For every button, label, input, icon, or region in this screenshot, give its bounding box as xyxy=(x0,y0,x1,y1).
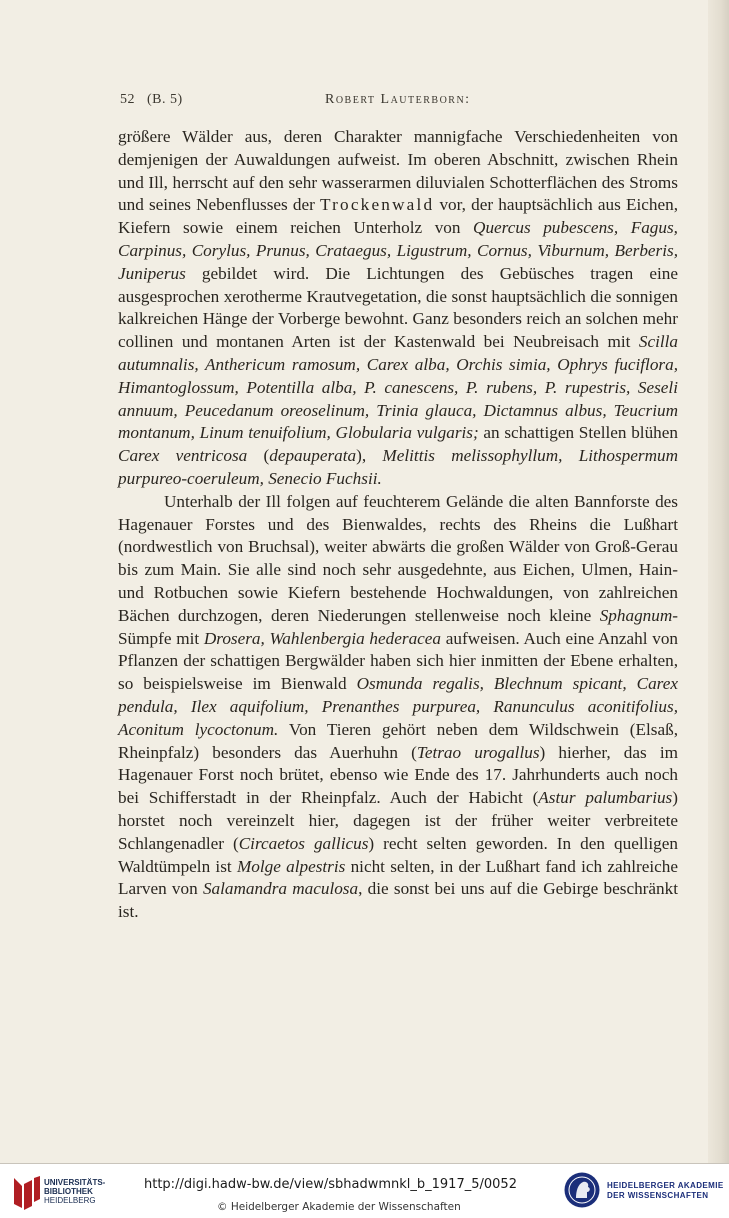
taxon-name: Astur palumbarius xyxy=(538,788,673,808)
university-library-logo-icon[interactable] xyxy=(8,1174,44,1212)
taxon-name: Salamandra maculosa xyxy=(202,879,359,899)
paragraph-1 xyxy=(118,126,678,491)
section-ref: (B. 5) xyxy=(147,92,183,107)
permalink-url[interactable]: http://digi.hadw-bw.de/view/sbhadwmnkl_b_1917_5/0052 xyxy=(144,1177,517,1192)
text-run: ) recht selten geworden. In den quelligen Waldtümpeln ist xyxy=(118,833,678,876)
page-number-value: 52 xyxy=(120,92,135,107)
text-run: -Sümpfe mit xyxy=(118,605,678,648)
text-run: Unterhalb der Ill folgen auf feuchterem Gelände die alten Bannforste des Hagenauer Forstes und des Bienwaldes, rechts des Rheins die Lußhart (nordwestlich von Bruchsal), weiter abwärts die großen Wälder von Groß-Gerau bis zum Main. Sie alle sind noch sehr ausgedehnte, aus Eichen, Ulmen, Hain- und Rotbuchen sowie Kiefern bestehende Hochwaldungen, von zahlreichen Bächen durchzogen, deren Niederungen stellenweise noch kleine xyxy=(118,491,678,625)
text-run: gebildet wird. Die Lichtungen des Gebüsches tragen eine ausgesprochen xerotherme Krautvegetation, die sonst hauptsächlich die sonnigen kalkreichen Hänge der Vorberge bewohnt. Ganz besonders reich an solchen mehr collinen und montanen Arten ist der Kastenwald bei Neubreisach mit xyxy=(118,263,678,352)
copyright-notice: © Heidelberger Akademie der Wissenschaften xyxy=(217,1201,461,1213)
text-run: vor, der hauptsächlich aus Eichen, Kiefern sowie einem reichen Unterholz von xyxy=(118,195,678,238)
taxon-name: Drosera, Wahlenbergia hederacea xyxy=(203,628,442,648)
taxon-name: Carex ventricosa xyxy=(118,446,248,466)
text-run: ( xyxy=(247,446,270,466)
page-edge xyxy=(708,0,729,1163)
library-line-1: UNIVERSITÄTS- xyxy=(44,1178,106,1187)
academy-line-1: HEIDELBERGER AKADEMIE xyxy=(607,1181,724,1190)
author-name: Robert Lauterborn: xyxy=(325,92,471,107)
academy-name[interactable] xyxy=(607,1181,724,1201)
taxon-name: Molge alpestris xyxy=(236,856,346,876)
text-run: Von Tieren gehört neben dem Wildschwein (Elsaß, Rheinpfalz) besonders das Auerhuhn ( xyxy=(118,719,678,762)
taxon-name: Sphagnum xyxy=(599,605,673,625)
text-run: ), xyxy=(356,446,383,466)
taxon-name: Scilla autumnalis, Anthericum ramosum, Carex alba, Orchis simia, Ophrys fuciflora, Himantoglossum, Potentilla alba, P. canescens, P. rubens, P. rupestris, Seseli annuum, Peucedanum oreoselinum, Trinia glauca, Dictamnus albus, Teucrium montanum, Linum tenuifolium, Globularia vulgaris; xyxy=(118,332,678,443)
taxon-name: Circaetos gallicus xyxy=(238,833,369,853)
text-run: größere Wälder aus, deren Charakter mannigfache Verschiedenheiten von demjenigen der Auwaldungen aufweist. Im oberen Abschnitt, zwischen Rhein und Ill, herrscht auf den sehr wasserarmen diluvialen Schotterflächen des Stroms und seines Nebenflusses der xyxy=(118,127,678,215)
spaced-term: Trockenwald xyxy=(320,195,435,215)
body-text xyxy=(118,126,678,924)
page-number xyxy=(120,92,183,108)
academy-line-2: DER WISSENSCHAFTEN xyxy=(607,1191,709,1200)
text-run: ) hierher, das im Hagenauer Forst noch brütet, ebenso wie Ende des 17. Jahrhunderts auch noch bei Schifferstadt in der Rheinpfalz. Auch der Habicht ( xyxy=(118,742,678,808)
taxon-name: Quercus pubescens, Fagus, Carpinus, Corylus, Prunus, Crataegus, Ligustrum, Cornus, Viburnum, Berberis, Juniperus xyxy=(118,218,678,283)
text-run: nicht selten, in der Lußhart fand ich zahlreiche Larven von xyxy=(118,856,678,899)
academy-seal-icon[interactable] xyxy=(563,1171,601,1209)
text-run: aufweisen. Auch eine Anzahl von Pflanzen der schattigen Bergwälder haben sich hier inmitten der Ebene erhalten, so beispielsweise im Bienwald xyxy=(118,628,679,694)
library-line-2: BIBLIOTHEK xyxy=(44,1187,93,1196)
taxon-name: Tetrao urogallus xyxy=(416,742,540,762)
library-name[interactable] xyxy=(44,1178,105,1205)
taxon-name: Osmunda regalis, Blechnum spicant, Carex pendula, Ilex aquifolium, Prenanthes purpurea, Ranunculus aconitifolius, Aconitum lycoctonum. xyxy=(118,674,678,739)
library-line-3: HEIDELBERG xyxy=(44,1196,96,1205)
text-run: , die sonst bei uns auf die Gebirge beschränkt ist. xyxy=(118,879,678,922)
footer-bar xyxy=(0,1163,729,1218)
paragraph-2 xyxy=(118,491,678,924)
taxon-name: Melittis melissophyllum, Lithospermum purpureo-coeruleum, Senecio Fuchsii. xyxy=(118,446,679,488)
taxon-name: depauperata xyxy=(269,446,357,466)
text-run: ) horstet noch vereinzelt hier, dagegen ist der früher weiter verbreitete Schlangenadler ( xyxy=(118,788,678,853)
text-run: an schattigen Stellen blühen xyxy=(478,423,678,443)
